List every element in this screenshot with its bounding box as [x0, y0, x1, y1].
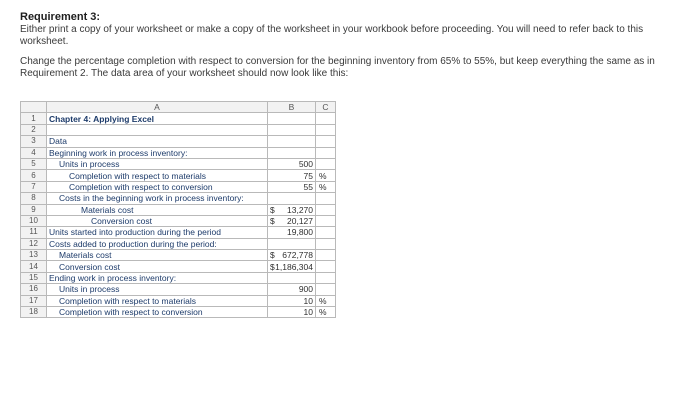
- cell-c[interactable]: [316, 215, 336, 226]
- cell-b[interactable]: 55: [268, 181, 316, 192]
- row-number: 4: [21, 147, 47, 158]
- cell-c[interactable]: [316, 261, 336, 272]
- table-row: [21, 272, 336, 283]
- cell-b[interactable]: [268, 261, 316, 272]
- cell-b[interactable]: [268, 113, 316, 124]
- table-row: [21, 193, 336, 204]
- cell-a[interactable]: Costs in the beginning work in process inventory:: [47, 193, 268, 204]
- table-row: [21, 238, 336, 249]
- cell-b[interactable]: [268, 215, 316, 226]
- currency-symbol: $: [270, 250, 275, 261]
- row-number: 13: [21, 250, 47, 261]
- row-number: 3: [21, 136, 47, 147]
- cell-c[interactable]: [316, 227, 336, 238]
- table-row: [21, 124, 336, 135]
- currency-symbol: $: [270, 261, 275, 272]
- row-number: 2: [21, 124, 47, 135]
- instruction-paragraph-1: Either print a copy of your worksheet or make a copy of the worksheet in your workbook before proceeding. You will need to refer back to this worksheet.: [20, 24, 644, 47]
- cell-value: 1,186,304: [275, 261, 313, 272]
- table-row: [21, 227, 336, 238]
- currency-value: [270, 250, 313, 260]
- row-number: 18: [21, 307, 47, 318]
- cell-b[interactable]: [268, 272, 316, 283]
- cell-value: 672,778: [282, 250, 313, 261]
- cell-b[interactable]: [268, 124, 316, 135]
- table-row: [21, 295, 336, 306]
- row-number: 6: [21, 170, 47, 181]
- column-header-a: A: [47, 102, 268, 113]
- table-row: [21, 181, 336, 192]
- instruction-paragraph-2: Change the percentage completion with respect to conversion for the beginning inventory from 65% to 55%, but keep everything the same as in Requirement 2. The data area of your worksheet should now look like this:: [20, 56, 655, 79]
- corner-cell: [21, 102, 47, 113]
- cell-c[interactable]: [316, 158, 336, 169]
- cell-a[interactable]: Ending work in process inventory:: [47, 272, 268, 283]
- worksheet-rows: [21, 113, 336, 318]
- cell-a[interactable]: Costs added to production during the period:: [47, 238, 268, 249]
- currency-value: [270, 205, 313, 215]
- currency-value: [270, 216, 313, 226]
- cell-b[interactable]: [268, 147, 316, 158]
- cell-b[interactable]: 500: [268, 158, 316, 169]
- cell-b[interactable]: 75: [268, 170, 316, 181]
- cell-c[interactable]: [316, 193, 336, 204]
- column-header-row: [21, 102, 336, 113]
- cell-c[interactable]: %: [316, 295, 336, 306]
- cell-c[interactable]: [316, 272, 336, 283]
- cell-a[interactable]: Chapter 4: Applying Excel: [47, 113, 268, 124]
- table-row: [21, 307, 336, 318]
- cell-b[interactable]: [268, 193, 316, 204]
- column-header-b: B: [268, 102, 316, 113]
- row-number: 14: [21, 261, 47, 272]
- cell-a[interactable]: Completion with respect to conversion: [47, 181, 268, 192]
- row-number: 5: [21, 158, 47, 169]
- cell-b[interactable]: 10: [268, 307, 316, 318]
- row-number: 9: [21, 204, 47, 215]
- cell-a[interactable]: Materials cost: [47, 204, 268, 215]
- cell-a[interactable]: Units started into production during the period: [47, 227, 268, 238]
- cell-a[interactable]: Units in process: [47, 158, 268, 169]
- column-header-c: C: [316, 102, 336, 113]
- cell-b[interactable]: [268, 136, 316, 147]
- cell-c[interactable]: %: [316, 307, 336, 318]
- cell-a[interactable]: Completion with respect to conversion: [47, 307, 268, 318]
- row-number: 11: [21, 227, 47, 238]
- cell-b[interactable]: 900: [268, 284, 316, 295]
- cell-a[interactable]: [47, 124, 268, 135]
- worksheet-data-area: [20, 101, 336, 318]
- row-number: 17: [21, 295, 47, 306]
- cell-c[interactable]: [316, 238, 336, 249]
- cell-c[interactable]: [316, 124, 336, 135]
- cell-a[interactable]: Units in process: [47, 284, 268, 295]
- cell-a[interactable]: Conversion cost: [47, 215, 268, 226]
- row-number: 16: [21, 284, 47, 295]
- cell-c[interactable]: [316, 284, 336, 295]
- cell-b[interactable]: [268, 204, 316, 215]
- table-row: [21, 284, 336, 295]
- cell-a[interactable]: Conversion cost: [47, 261, 268, 272]
- cell-c[interactable]: [316, 136, 336, 147]
- row-number: 1: [21, 113, 47, 124]
- cell-c[interactable]: [316, 204, 336, 215]
- cell-c[interactable]: [316, 113, 336, 124]
- cell-value: 20,127: [287, 216, 313, 227]
- table-row: [21, 261, 336, 272]
- cell-b[interactable]: [268, 238, 316, 249]
- currency-value: [270, 262, 313, 272]
- cell-a[interactable]: Beginning work in process inventory:: [47, 147, 268, 158]
- row-number: 7: [21, 181, 47, 192]
- row-number: 10: [21, 215, 47, 226]
- cell-b[interactable]: 19,800: [268, 227, 316, 238]
- table-row: [21, 204, 336, 215]
- table-row: [21, 158, 336, 169]
- cell-c[interactable]: [316, 250, 336, 261]
- currency-symbol: $: [270, 204, 275, 215]
- cell-a[interactable]: Completion with respect to materials: [47, 170, 268, 181]
- table-row: [21, 170, 336, 181]
- cell-a[interactable]: Materials cost: [47, 250, 268, 261]
- requirement-title: Requirement 3:: [20, 11, 101, 23]
- row-number: 12: [21, 238, 47, 249]
- cell-a[interactable]: Data: [47, 136, 268, 147]
- table-row: [21, 215, 336, 226]
- cell-a[interactable]: Completion with respect to materials: [47, 295, 268, 306]
- cell-c[interactable]: %: [316, 181, 336, 192]
- table-row: [21, 113, 336, 124]
- row-number: 8: [21, 193, 47, 204]
- cell-c[interactable]: %: [316, 170, 336, 181]
- table-row: [21, 250, 336, 261]
- table-row: [21, 147, 336, 158]
- cell-c[interactable]: [316, 147, 336, 158]
- currency-symbol: $: [270, 216, 275, 227]
- cell-b[interactable]: 10: [268, 295, 316, 306]
- cell-value: 13,270: [287, 204, 313, 215]
- cell-b[interactable]: [268, 250, 316, 261]
- table-row: [21, 136, 336, 147]
- row-number: 15: [21, 272, 47, 283]
